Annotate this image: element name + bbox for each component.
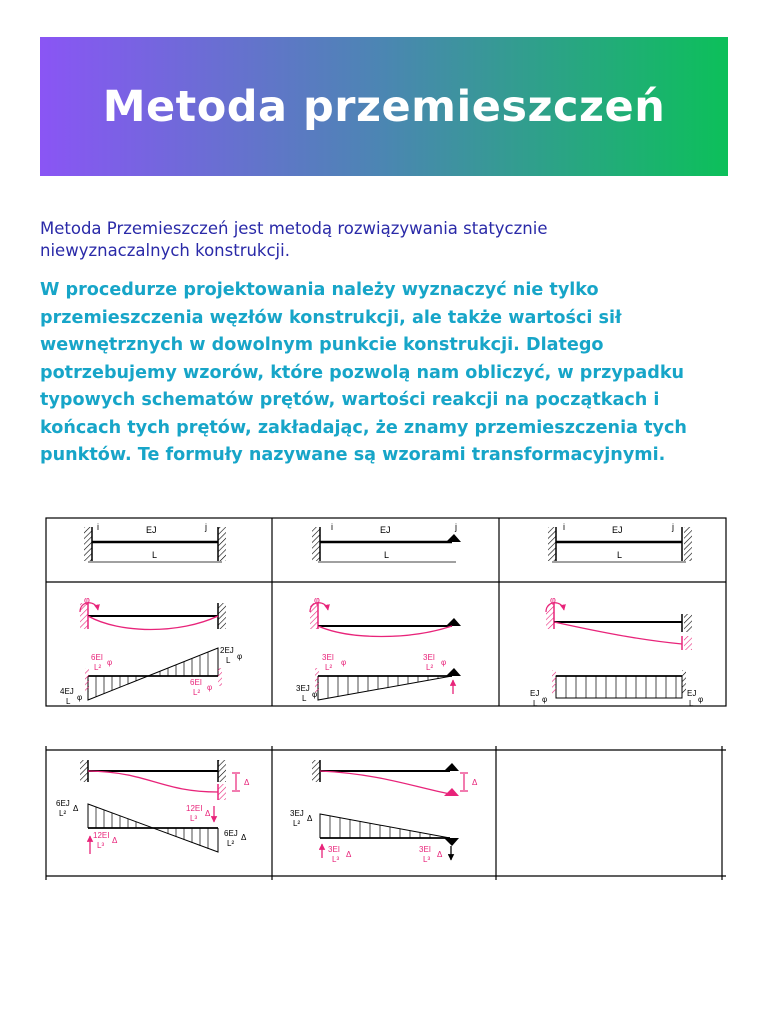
svg-text:L²: L² [94,663,102,672]
table-grid-top [46,518,726,706]
svg-text:6EI: 6EI [190,678,203,687]
svg-text:2EJ: 2EJ [220,646,234,655]
node-j-label: j [672,522,674,532]
svg-text:φ: φ [550,595,556,605]
svg-text:φ: φ [441,658,447,667]
svg-text:L³: L³ [190,814,198,823]
stiffness-label: EJ [146,525,157,535]
svg-text:Δ: Δ [112,836,118,845]
rotation-case-fixed-fixed [60,595,242,706]
svg-text:L²: L² [426,663,434,672]
intro-paragraph: Metoda Przemieszczeń jest metodą rozwiązywania statycznie niewyznaczalnych konstrukcji. [40,219,548,260]
rotation-phi-label: φ [84,595,90,605]
svg-text:L: L [302,694,307,703]
svg-text:L³: L³ [97,841,105,850]
svg-text:φ: φ [542,695,548,704]
svg-text:Δ: Δ [437,850,443,859]
svg-text:Δ: Δ [73,804,79,813]
svg-text:3EJ: 3EJ [290,809,304,818]
svg-text:L: L [66,697,71,706]
length-label: L [617,550,623,560]
stiffness-label: EJ [612,525,623,535]
node-j-label: j [455,522,457,532]
lead-paragraph: W procedurze projektowania należy wyznaczyć nie tylko przemieszczenia węzłów konstrukcji, ale także wartości sił wewnętrznych w dowolnym punkcie konstrukcji. Dlatego potrzebujemy wzorów, które pozwolą nam obliczyć, w przypadku typowych schematów prętów, wartości reakcji na początkach i końcach tych prętów, zakładając, że znamy przemieszczenia tych punktów. Te formuły nazywane są wzorami transformacyjnymi. [40,280,687,465]
translation-case-fixed-pinned [290,760,478,864]
svg-text:φ: φ [107,658,113,667]
svg-text:4EJ: 4EJ [60,687,74,696]
rotation-case-fixed-sliding [530,595,703,708]
rotation-case-fixed-pinned [296,595,461,703]
svg-text:12EI: 12EI [93,831,110,840]
beam-scheme-fixed-sliding [548,522,692,562]
svg-text:L²: L² [193,688,201,697]
svg-text:Δ: Δ [307,814,313,823]
svg-text:Δ: Δ [205,809,211,818]
length-label: L [152,550,158,560]
svg-text:6EJ: 6EJ [56,799,70,808]
svg-text:L³: L³ [423,855,431,864]
svg-text:φ: φ [207,683,213,692]
svg-text:3EI: 3EI [419,845,432,854]
svg-text:Δ: Δ [346,850,352,859]
svg-text:3EI: 3EI [328,845,341,854]
svg-text:3EJ: 3EJ [296,684,310,693]
beam-scheme-fixed-fixed [84,522,226,562]
svg-text:L: L [533,699,538,708]
svg-text:φ: φ [312,690,318,699]
svg-text:φ: φ [314,595,320,605]
stiffness-label: EJ [380,525,391,535]
svg-text:12EI: 12EI [186,804,203,813]
svg-text:L²: L² [59,809,67,818]
svg-text:φ: φ [698,695,704,704]
svg-text:L²: L² [227,839,235,848]
node-i-label: i [331,522,333,532]
svg-text:L: L [226,656,231,665]
svg-text:6EI: 6EI [91,653,104,662]
svg-text:L: L [689,699,694,708]
svg-text:Δ: Δ [472,778,478,787]
page-title: Metoda przemieszczeń [102,81,666,132]
node-j-label: j [205,522,207,532]
length-label: L [384,550,390,560]
svg-text:φ: φ [237,652,243,661]
beam-scheme-fixed-pinned [312,522,461,562]
svg-text:φ: φ [77,693,83,702]
svg-text:3EI: 3EI [423,653,436,662]
svg-text:Δ: Δ [241,833,247,842]
svg-text:L³: L³ [332,855,340,864]
svg-text:3EI: 3EI [322,653,335,662]
table-grid-bottom [46,746,726,880]
svg-text:φ: φ [341,658,347,667]
translation-case-fixed-fixed [56,760,250,854]
svg-text:EJ: EJ [530,689,540,698]
node-i-label: i [563,522,565,532]
svg-text:L²: L² [293,819,301,828]
node-i-label: i [97,522,99,532]
svg-text:L²: L² [325,663,333,672]
svg-text:6EJ: 6EJ [224,829,238,838]
svg-text:Δ: Δ [244,778,250,787]
svg-text:EJ: EJ [687,689,697,698]
